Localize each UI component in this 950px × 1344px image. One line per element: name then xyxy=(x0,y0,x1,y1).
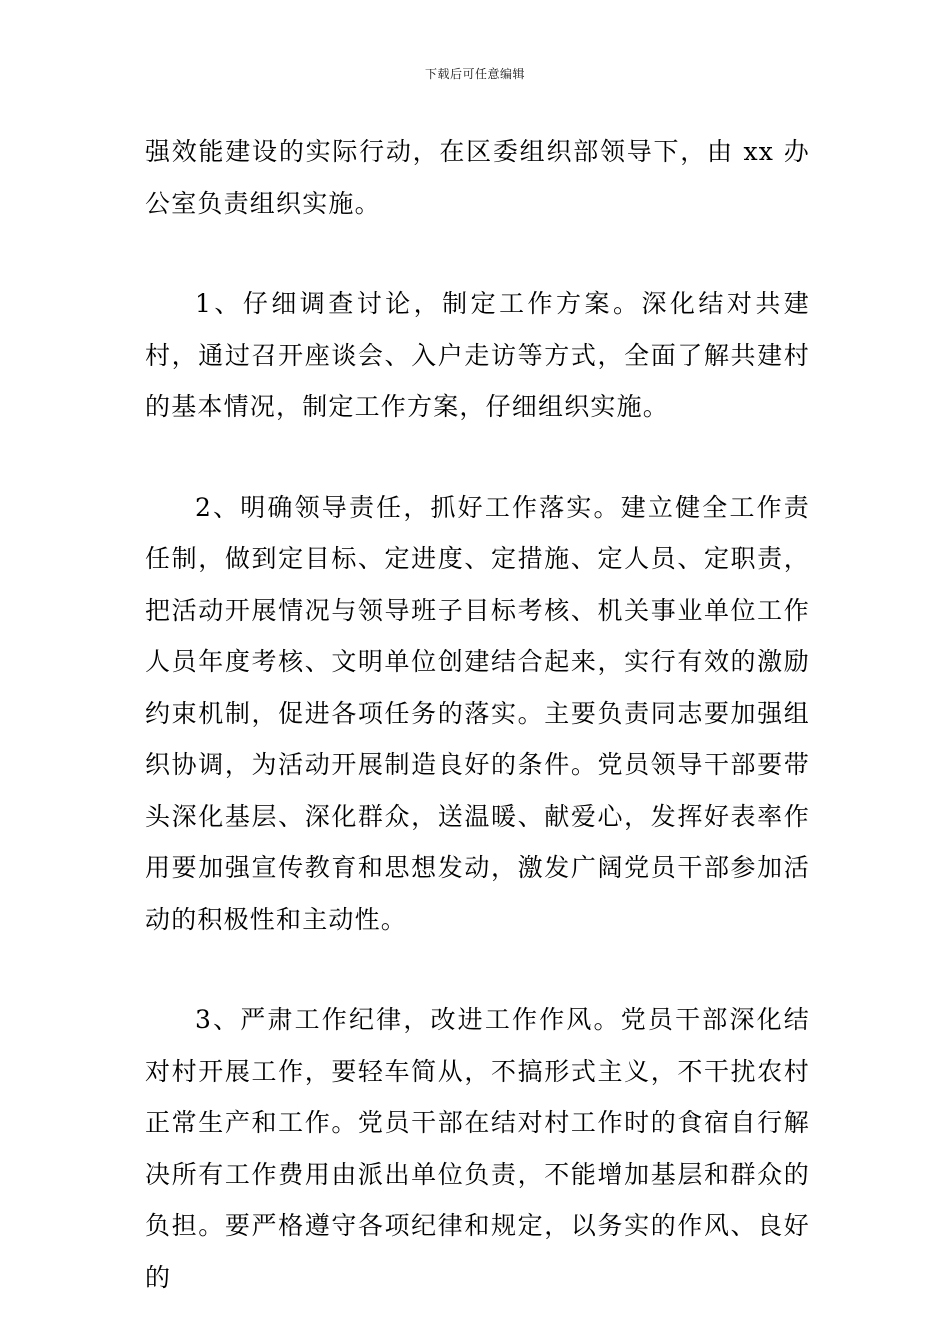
paragraph-spacer xyxy=(145,229,810,278)
paragraph-item-2: 2、明确领导责任，抓好工作落实。建立健全工作责任制，做到定目标、定进度、定措施、定人员、定职责，把活动开展情况与领导班子目标考核、机关事业单位工作人员年度考核、文明单位创建结合起来，实行有效的激励约束机制，促进各项任务的落实。主要负责同志要加强组织协调，为活动开展制造良好的条件。党员领导干部要带头深化基层、深化群众，送温暖、献爱心，发挥好表率作用要加强宣传教育和思想发动，激发广阔党员干部参加活动的积极性和主动性。 xyxy=(145,492,810,934)
paragraph-continuation: 强效能建设的实际行动，在区委组织部领导下，由 xx 办公室负责组织实施。 xyxy=(145,137,810,218)
paragraph-spacer xyxy=(145,945,810,994)
page-header: 下载后可任意编辑 xyxy=(424,67,525,81)
paragraph-item-3: 3、严肃工作纪律，改进工作作风。党员干部深化结对村开展工作，要轻车简从，不搞形式主义，不干扰农村正常生产和工作。党员干部在结对村工作时的食宿自行解决所有工作费用由派出单位负责，不能增加基层和群众的负担。要严格遵守各项纪律和规定，以务实的作风、良好的 xyxy=(145,1005,810,1292)
document-body xyxy=(145,126,810,1303)
paragraph-item-1: 1、仔细调查讨论，制定工作方案。深化结对共建村，通过召开座谈会、入户走访等方式，全面了解共建村的基本情况，制定工作方案，仔细组织实施。 xyxy=(145,289,810,421)
paragraph-spacer xyxy=(145,433,810,482)
